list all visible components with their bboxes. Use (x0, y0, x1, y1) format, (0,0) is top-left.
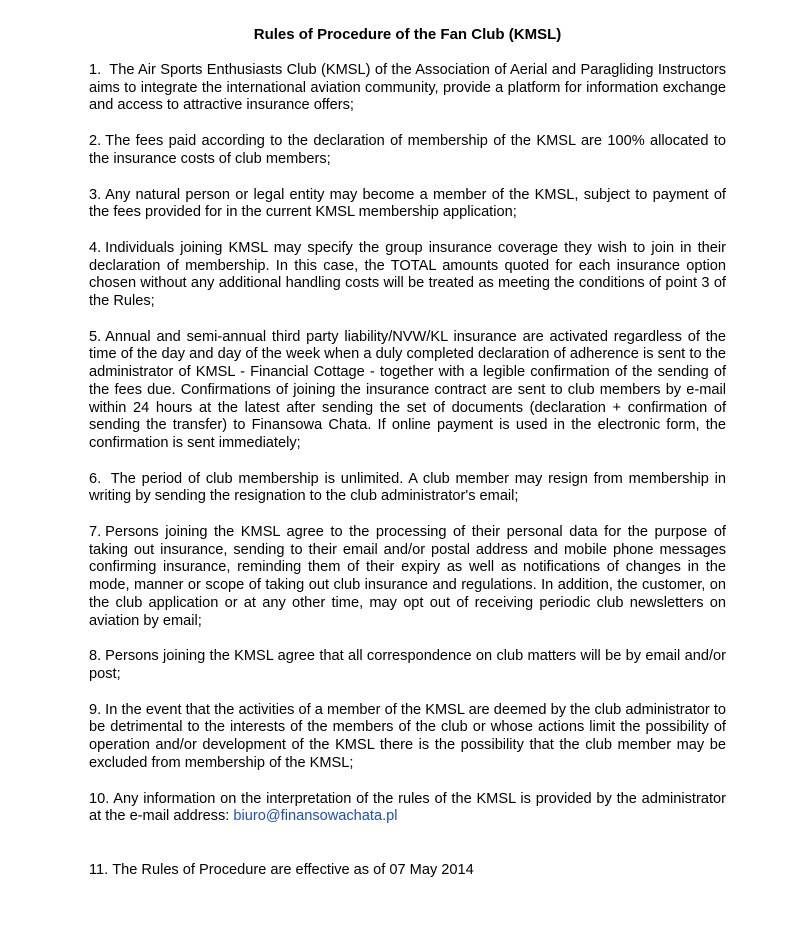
rule-text: Annual and semi-annual third party liability/NVW/KL insurance are activated regardless of the time of the day and day of the week when a duly completed declaration of adherence is sent to the administrator of KMSL - Financial Cottage - together with a legible confirmation of the sending of the fees due. Confirmations of joining the insurance contract are sent to club members by e-mail within 24 hours at the latest after sending the set of documents (declaration + confirmation of sending the transfer) to Finansowa Chata. If online payment is used in the electronic form, the confirmation is sent immediately; (89, 328, 726, 451)
rule-2 (89, 133, 726, 168)
rule-1 (89, 62, 726, 115)
rule-text: Persons joining the KMSL agree that all correspondence on club matters will be by email and/or post; (89, 648, 726, 682)
document-title: Rules of Procedure of the Fan Club (KMSL) (253, 26, 562, 43)
rule-text: The Rules of Procedure are effective as of 07 May 2014 (112, 861, 474, 878)
rule-number: 11. (89, 861, 109, 878)
rule-text: The period of club membership is unlimited. A club member may resign from membership in writing by sending the resignation to the club administrator's email; (89, 470, 726, 505)
rule-number: 9. (89, 701, 102, 718)
rule-text: Persons joining the KMSL agree to the processing of their personal data for the purpose of taking out insurance, sending to their email and/or postal address and mobile phone messages confirming insurance, reminding them of their expiry as well as notifications of changes in the mode, manner or scope of taking out club insurance and regulations. In addition, the customer, on the club application or at any other time, may opt out of receiving periodic club newsletters on aviation by email; (89, 524, 726, 629)
rule-number: 1. (89, 62, 102, 78)
rule-number: 3. (89, 186, 102, 203)
rule-10 (89, 791, 726, 826)
rule-11 (89, 862, 726, 880)
rule-number: 5. (89, 328, 102, 345)
rule-number: 6. (89, 470, 102, 487)
rule-text: Any natural person or legal entity may become a member of the KMSL, subject to payment of the fees provided for in the current KMSL membership application; (89, 186, 726, 221)
rule-5 (89, 329, 726, 453)
rule-number: 2. (89, 133, 102, 150)
rule-text: In the event that the activities of a member of the KMSL are deemed by the club administrator to be detrimental to the interests of the members of the club or whose actions limit the possibility of operation and/or development of the KMSL there is the possibility that the club member may be excluded from membership of the KMSL; (89, 701, 726, 771)
rule-number: 4. (89, 239, 102, 256)
document (89, 26, 726, 898)
email-link[interactable]: biuro@finansowachata.pl (233, 808, 398, 825)
rule-text: Any information on the interpretation of the rules of the KMSL is provided by the administrator at the e-mail address: (89, 790, 726, 825)
rule-3 (89, 187, 726, 222)
rule-number: 10. (89, 790, 110, 807)
rule-8 (89, 648, 726, 683)
rule-6 (89, 471, 726, 506)
rule-number: 8. (89, 648, 102, 665)
rule-text: The Air Sports Enthusiasts Club (KMSL) of the Association of Aerial and Paragliding Instructors aims to integrate the international aviation community, provide a platform for information exchange and access to attractive insurance offers; (89, 62, 726, 114)
rule-text: Individuals joining KMSL may specify the group insurance coverage they wish to join in their declaration of membership. In this case, the TOTAL amounts quoted for each insurance option chosen without any additional handling costs will be treated as meeting the conditions of point 3 of the Rules; (89, 239, 726, 310)
rule-9 (89, 702, 726, 773)
rule-7 (89, 524, 726, 630)
rule-number: 7. (89, 524, 102, 541)
rule-4 (89, 240, 726, 311)
rule-text: The fees paid according to the declaration of membership of the KMSL are 100% allocated to the insurance costs of club members; (89, 133, 726, 167)
